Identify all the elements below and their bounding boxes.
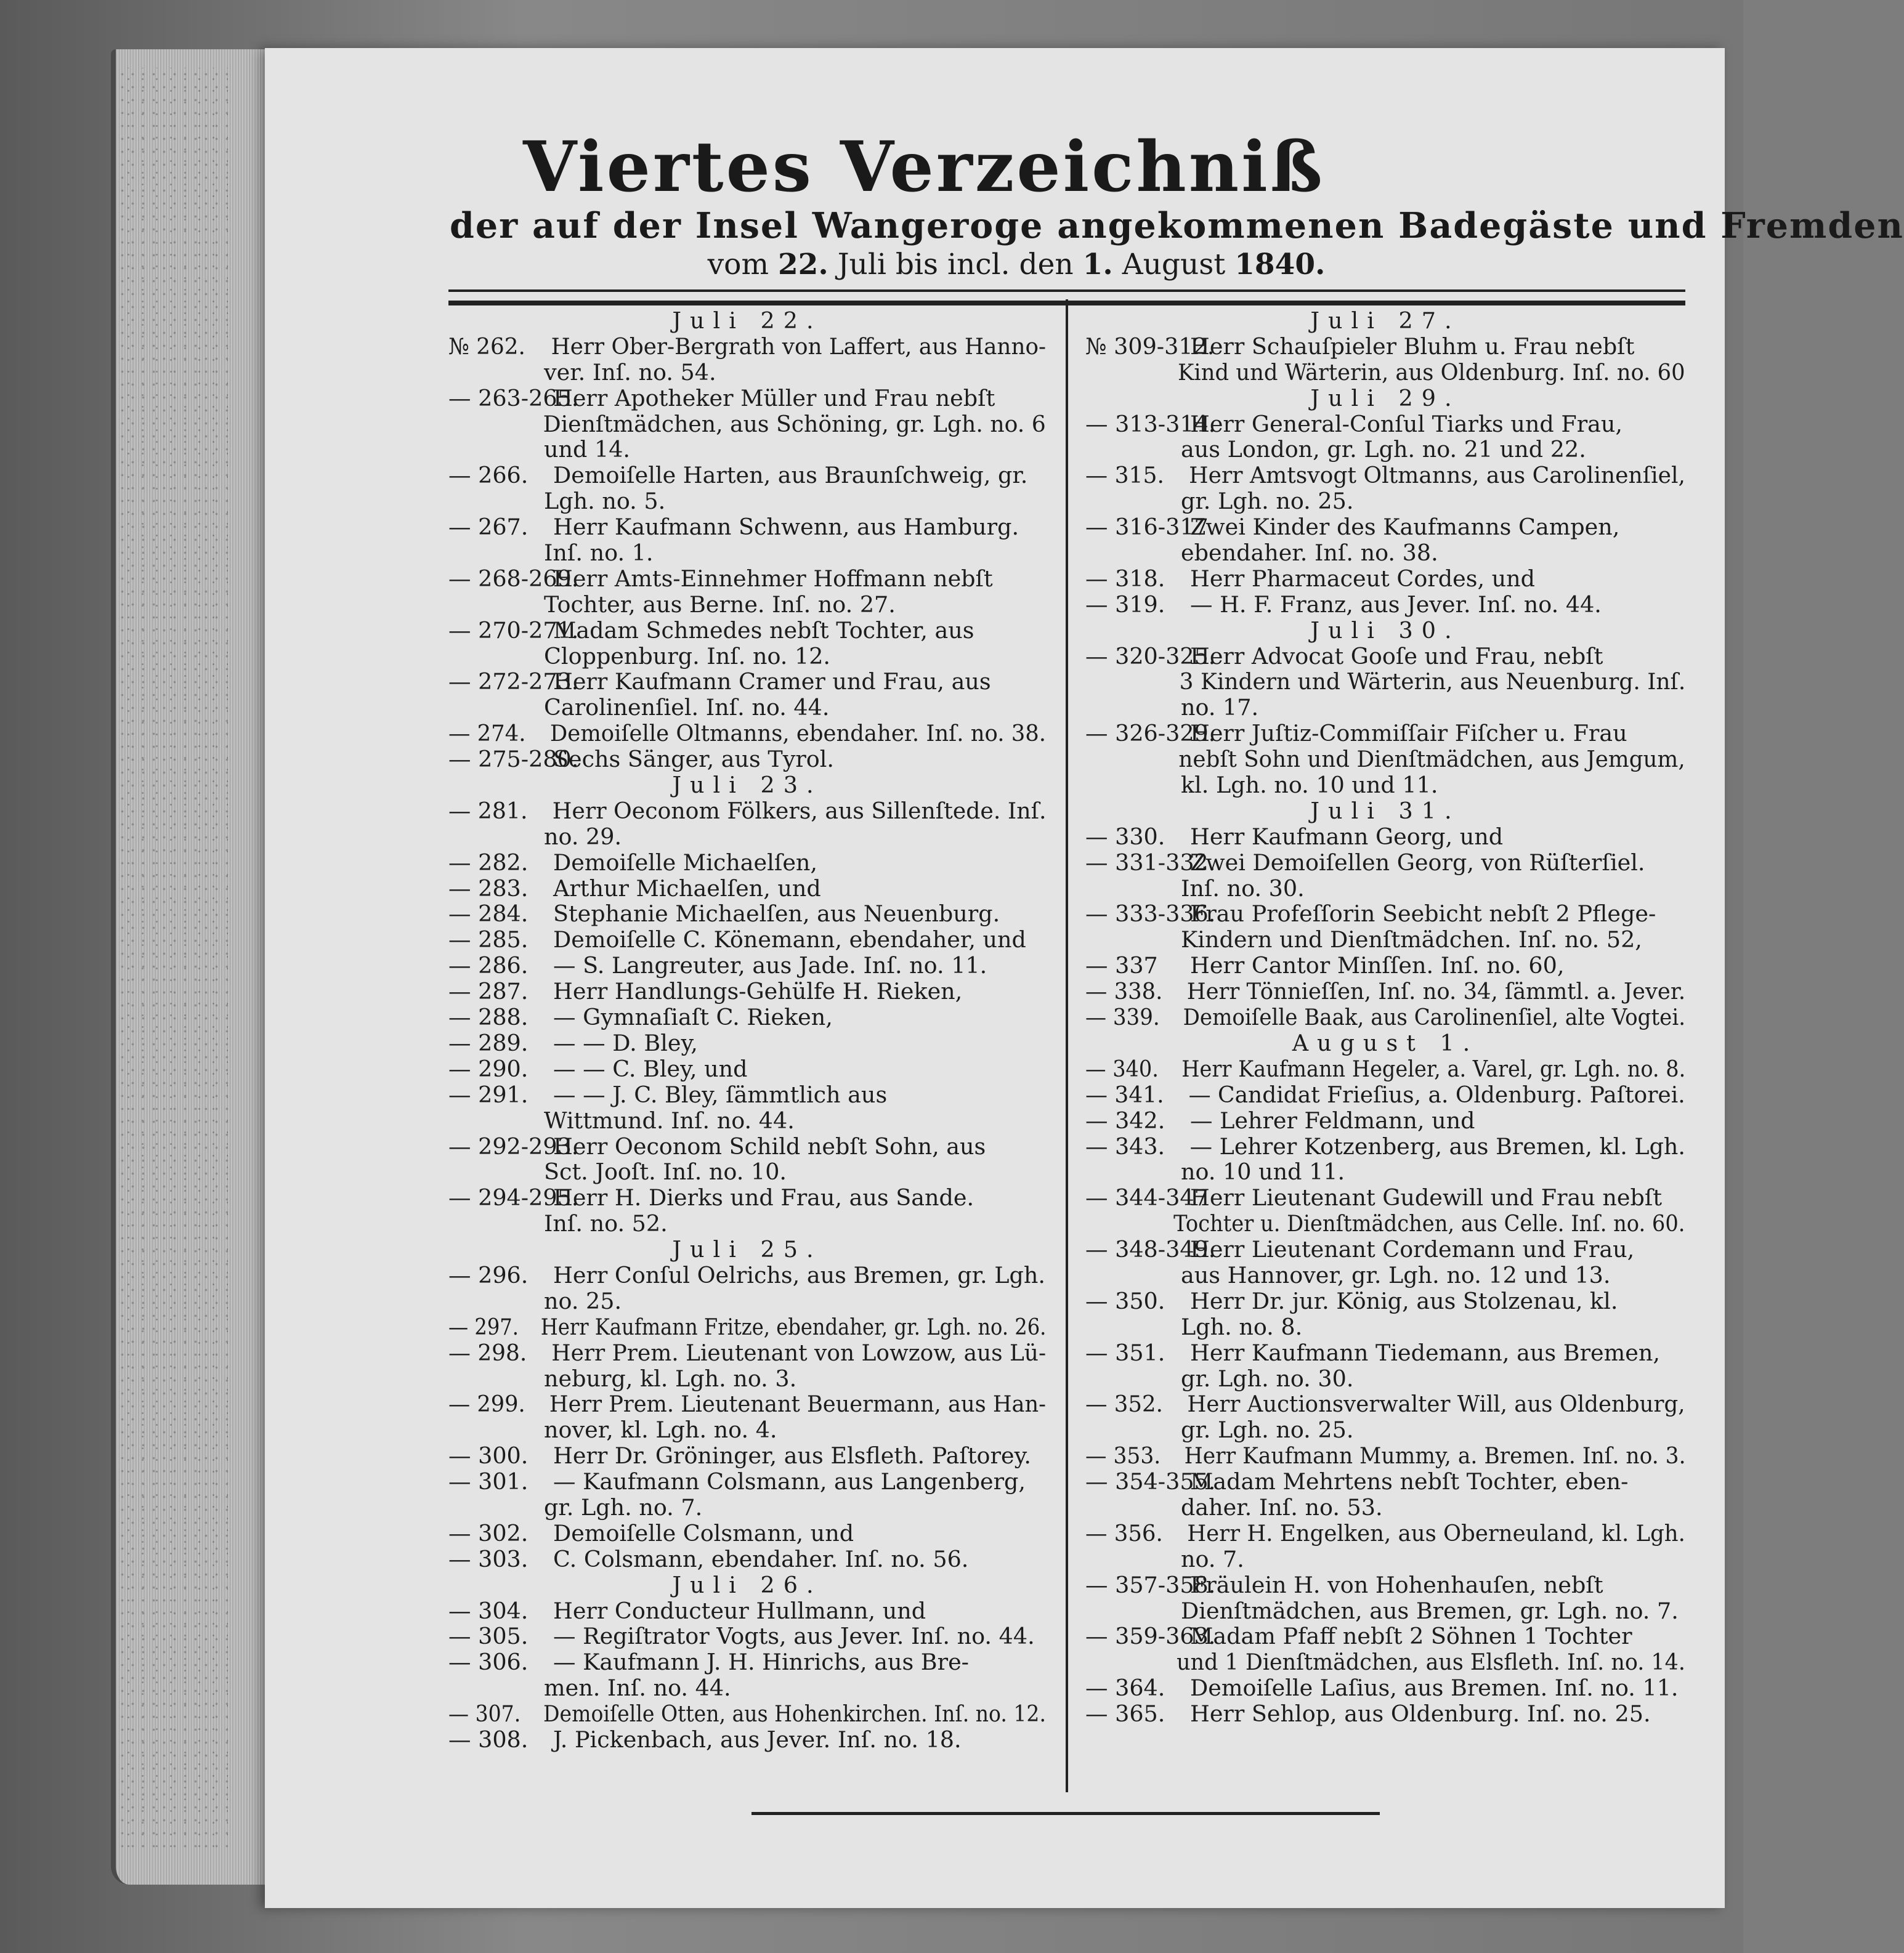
entry-text: Demoiſelle C. Könemann, ebendaher, und [553,926,1026,953]
entry-number: — 354-355. [1085,1468,1216,1495]
entry-number: — 302. [448,1519,529,1547]
list-item [1085,668,1686,695]
entry-text: — Kaufmann Colsmann, aus Langenberg, [553,1468,1026,1495]
entry-text: Herr Prem. Lieutenant Beuermann, aus Han- [549,1391,1047,1418]
page-edge-speckle [117,68,228,1854]
list-item [448,746,1046,772]
list-item [448,876,1046,902]
list-item [448,669,1046,695]
date-header: Juli 26. [672,1571,822,1598]
entry-text: — S. Langreuter, aus Jade. Inſ. no. 11. [553,952,987,979]
entry-text: — Regiſtrator Vogts, aus Jever. Inſ. no. 44. [553,1623,1035,1650]
list-item [1085,1108,1685,1134]
entry-text: Sct. Jooſt. Inſ. no. 10. [544,1158,787,1186]
list-item [448,1417,1046,1443]
entry-text: Herr Oeconom Schild nebſt Sohn, aus [553,1133,986,1160]
entry-text: Herr Kaufmann Fritze, ebendaher, gr. Lgh. no. 26. [540,1313,1047,1340]
entry-number: — 350. [1085,1287,1165,1314]
list-item [448,360,1046,386]
entry-number: — 294-295. [448,1184,579,1211]
date-header: Juli 30. [1310,617,1460,644]
list-item [448,1700,1046,1728]
entry-text: Dienſtmädchen, aus Bremen, gr. Lgh. no. 7. [1181,1597,1679,1624]
entry-number: — 286. [448,952,529,979]
entry-text: Demoiſelle Harten, aus Braunſchweig, gr. [553,462,1028,489]
entry-text: Kind und Wärterin, aus Oldenburg. Inſ. no. 60 [1178,358,1685,386]
entry-number: — 319. [1085,591,1165,618]
page-title: Viertes Verzeichniß [523,127,1325,208]
entry-text: Frau Profeſſorin Seebicht nebſt 2 Pflege- [1190,900,1656,928]
entry-text: — Kaufmann J. H. Hinrichs, aus Bre- [553,1649,970,1676]
list-item [448,618,1046,644]
entry-number: — 357-358. [1085,1571,1216,1598]
entry-text: — Lehrer Kotzenberg, aus Bremen, kl. Lgh. [1189,1133,1685,1160]
entry-number: — 268-269. [448,565,579,592]
entry-text: Inſ. no. 30. [1181,875,1305,902]
entry-number: — 300. [448,1442,529,1470]
list-item [1085,437,1685,463]
date-header: Juli 27. [1310,307,1460,334]
entry-text: aus London, gr. Lgh. no. 21 und 22. [1181,436,1586,463]
list-item [448,1030,1046,1056]
entry-text: Herr Lieutenant Cordemann und Frau, [1190,1236,1635,1263]
entry-text: Wittmund. Inſ. no. 44. [544,1107,795,1134]
entry-number: — 365. [1085,1700,1165,1728]
entry-text: Herr H. Engelken, aus Oberneuland, kl. Lgh. [1187,1519,1685,1547]
date-header: Juli 25. [672,1236,822,1263]
entry-number: — 341. [1085,1081,1164,1108]
entry-text: — — D. Bley, [553,1029,698,1056]
entry-number: — 342. [1085,1107,1165,1134]
list-item [1085,1081,1685,1108]
entry-text: Herr Advocat Gooſe und Frau, nebſt [1190,642,1603,669]
list-item [448,1366,1046,1392]
entry-number: — 315. [1085,462,1164,489]
entry-text: Madam Pfaff nebſt 2 Söhnen 1 Tochter [1190,1623,1632,1650]
entry-number: — 267. [448,514,529,541]
list-item [1085,1210,1685,1237]
list-item [448,1391,1047,1418]
bottom-rule [751,1812,1380,1815]
entry-number: — 331-332. [1085,849,1216,876]
entry-text: — — J. C. Bley, ſämmtlich aus [553,1081,888,1108]
entry-text: — Candidat Frieſius, a. Oldenburg. Paſtorei. [1188,1081,1685,1108]
list-item [448,410,1046,437]
entry-number: — 270-271. [448,617,579,644]
list-item [1085,1134,1684,1160]
list-item [1085,462,1686,489]
entry-text: gr. Lgh. no. 30. [1181,1365,1354,1392]
date-range [678,246,1355,283]
date-end-month: August [1122,248,1226,281]
entry-text: Herr Juſtiz-Commiſſair Fiſcher u. Frau [1190,720,1627,747]
list-item [1085,1340,1685,1366]
list-item [1085,1055,1686,1082]
entry-number: — 290. [448,1055,529,1082]
list-item [448,514,1046,540]
entry-text: Herr H. Dierks und Frau, aus Sande. [553,1184,974,1211]
entry-text: nebſt Sohn und Dienſtmädchen, aus Jemgum, [1178,746,1685,773]
entry-number: — 301. [448,1468,529,1495]
list-item [1085,1675,1685,1701]
entry-number: — 304. [448,1597,529,1624]
list-item [1085,1185,1685,1211]
entry-number: — 297. [448,1313,519,1340]
entry-text: 3 Kindern und Wärterin, aus Neuenburg. Inſ. [1179,668,1686,695]
list-item [448,797,1047,824]
list-item [448,695,1046,721]
entry-number: — 299. [448,1391,525,1418]
date-header: Juli 29. [1310,384,1460,411]
entry-number: — 316-317. [1085,514,1216,541]
entry-number: — 296. [448,1261,529,1288]
date-header: Juli 23. [672,772,822,799]
entry-number: — 364. [1085,1675,1165,1702]
entry-text: Herr General-Conſul Tiarks und Frau, [1190,410,1623,437]
entry-text: — Lehrer Feldmann, und [1190,1107,1475,1134]
entry-number: — 303. [448,1545,529,1572]
entry-number: — 292-293. [448,1133,579,1160]
list-item [1085,978,1686,1005]
entry-number: — 333-336. [1085,900,1216,928]
entry-text: Herr Kaufmann Mummy, a. Bremen. Inſ. no. 3. [1184,1442,1686,1470]
list-item [1085,1469,1685,1495]
list-item [1085,746,1685,773]
date-year: 1840. [1234,248,1326,281]
list-item [1085,876,1685,902]
right-column [1085,308,1685,1727]
list-item [448,1339,1047,1366]
entry-text: nover, kl. Lgh. no. 4. [544,1417,777,1444]
entry-text: Fräulein H. von Hohenhauſen, nebſt [1190,1571,1603,1598]
list-item [448,1108,1046,1134]
entry-text: no. 7. [1181,1545,1244,1572]
list-item [448,979,1046,1005]
list-item [1085,1547,1685,1572]
entry-number: — 284. [448,900,529,928]
entry-text: Arthur Michaelſen, und [553,875,821,902]
list-item [448,1598,1046,1624]
list-item [448,333,1047,360]
list-item [448,901,1046,927]
list-item [1085,411,1685,437]
entry-text: Herr Kaufmann Georg, und [1190,823,1504,850]
entry-text: J. Pickenbach, aus Jever. Inſ. no. 18. [553,1726,962,1753]
entry-number: — 356. [1085,1519,1163,1547]
entry-text: — H. F. Franz, aus Jever. Inſ. no. 44. [1190,591,1602,618]
list-item [448,1263,1046,1288]
entry-text: gr. Lgh. no. 25. [1181,1417,1354,1444]
list-item [448,386,1046,411]
list-item [448,1443,1046,1469]
entry-text: Herr Lieutenant Gudewill und Frau nebſt [1190,1184,1663,1211]
list-item [1085,1417,1685,1443]
list-item [448,1211,1046,1237]
entry-number: — 306. [448,1649,529,1676]
entry-text: Dienſtmädchen, aus Schöning, gr. Lgh. no. 6 [543,410,1046,437]
entry-text: Inſ. no. 1. [544,540,654,567]
entry-text: — — C. Bley, und [553,1055,748,1082]
list-item [448,720,1047,747]
list-item [1085,850,1685,876]
entry-text: Herr Kaufmann Cramer und Frau, aus [553,668,991,695]
entry-text: daher. Inſ. no. 53. [1181,1494,1383,1521]
entry-number: — 343. [1085,1133,1165,1160]
entry-text: Herr Schauſpieler Bluhm u. Frau nebſt [1190,333,1635,360]
list-item [448,566,1046,592]
list-item [1085,1366,1685,1392]
entry-text: Herr Tönnieſſen, Inſ. no. 34, ſämmtl. a. Jever. [1186,978,1686,1005]
entry-text: no. 29. [544,823,622,850]
date-prefix: vom [707,248,769,281]
entry-number: — 320-325. [1085,642,1216,669]
list-item [448,463,1046,488]
list-item [1085,1519,1685,1547]
entry-text: no. 17. [1181,694,1259,721]
entry-text: Cloppenburg. Inſ. no. 12. [544,642,831,669]
entry-text: Demoiſelle Otten, aus Hohenkirchen. Inſ. no. 12. [543,1700,1046,1728]
list-item [1085,358,1685,386]
entry-text: Stephanie Michaelſen, aus Neuenburg. [553,900,1000,928]
entry-text: Herr Conſul Oelrichs, aus Bremen, gr. Lgh. [553,1261,1045,1288]
list-item [448,1185,1046,1211]
entry-number: — 281. [448,797,528,824]
entry-number: — 305. [448,1623,529,1650]
entry-text: Herr Conducteur Hullmann, und [553,1597,926,1624]
entry-number: — 288. [448,1004,529,1031]
entry-text: Sechs Sänger, aus Tyrol. [553,746,835,773]
entry-text: ver. Inſ. no. 54. [544,358,716,386]
entry-number: — 307. [448,1700,521,1728]
list-item [1085,514,1685,540]
entry-text: Herr Ober-Bergrath von Laffert, aus Hanno- [551,333,1047,360]
entry-text: Herr Sehlop, aus Oldenburg. Inſ. no. 25. [1190,1700,1651,1728]
list-item [448,488,1046,514]
list-item [1085,592,1685,618]
list-item [1085,1442,1686,1470]
list-item [448,1521,1046,1547]
list-item [448,1313,1047,1340]
list-item [1085,695,1685,721]
entry-text: Herr Dr. jur. König, aus Stolzenau, kl. [1190,1287,1618,1314]
entry-text: Tochter u. Dienſtmädchen, aus Celle. Inſ. no. 60. [1173,1210,1685,1237]
entry-text: Herr Kaufmann Hegeler, a. Varel, gr. Lgh. no. 8. [1181,1055,1686,1082]
list-item [1085,540,1685,566]
list-item [448,1469,1046,1495]
date-header: Juli 22. [672,307,822,334]
page-subtitle: der auf der Insel Wangeroge angekommenen Badegäste und Fremden [450,205,1904,246]
entry-text: Demoiſelle Michaelſen, [553,849,818,876]
entry-number: — 289. [448,1029,529,1056]
list-item [1085,334,1685,360]
entry-number: — 298. [448,1339,527,1366]
entry-text: Herr Kaufmann Tiedemann, aus Bremen, [1190,1339,1660,1366]
list-item [1085,953,1685,979]
entry-number: — 352. [1085,1391,1163,1418]
entry-number: — 351. [1085,1339,1165,1366]
entry-text: Demoiſelle Baak, aus Carolinenſiel, alte Vogtei. [1183,1004,1686,1031]
entry-text: Demoiſelle Laſius, aus Bremen. Inſ. no. 11. [1190,1675,1679,1702]
list-item [448,824,1046,850]
list-item [448,1288,1046,1314]
list-item [448,1056,1046,1082]
entry-number: — 291. [448,1081,529,1108]
list-item [1085,1495,1685,1521]
list-item [1085,772,1685,798]
entry-text: Herr Apotheker Müller und Frau nebſt [553,384,995,411]
entry-number: — 326-329. [1085,720,1216,747]
left-column [448,308,1046,1753]
date-start-day: 22. [777,248,828,281]
list-item [448,1675,1046,1701]
list-item [1085,566,1685,592]
entry-number: — 275-280. [448,746,579,773]
list-item [1085,1391,1685,1418]
list-item [1085,927,1685,953]
list-item [1085,1159,1685,1185]
entry-text: Herr Amts-Einnehmer Hoffmann nebſt [553,565,993,592]
entry-text: Zwei Kinder des Kaufmanns Campen, [1190,514,1620,541]
entry-text: gr. Lgh. no. 25. [1181,488,1354,515]
entry-text: Herr Handlungs-Gehülfe H. Rieken, [553,978,963,1005]
entry-number: — 318. [1085,565,1165,592]
list-item [448,1623,1046,1649]
list-item [448,850,1046,876]
entry-number: — 338. [1085,978,1163,1005]
entry-number: — 287. [448,978,529,1005]
entry-number: — 348-349. [1085,1236,1216,1263]
entry-text: Zwei Demoiſellen Georg, von Rüſterſiel. [1190,849,1645,876]
entry-text: aus Hannover, gr. Lgh. no. 12 und 13. [1181,1261,1611,1288]
entry-number: — 285. [448,926,529,953]
date-middle: Juli bis incl. den [837,248,1074,281]
entry-text: Demoiſelle Oltmanns, ebendaher. Inſ. no. 38. [549,720,1047,747]
entry-text: neburg, kl. Lgh. no. 3. [544,1365,797,1392]
list-item [448,540,1046,566]
list-item [1085,901,1685,927]
entry-number: — 353. [1085,1442,1161,1470]
list-item [448,1082,1046,1108]
entry-number: № 309-312. [1085,333,1215,360]
entry-text: und 1 Dienſtmädchen, aus Elsfleth. Inſ. no. 14. [1177,1649,1685,1676]
entry-text: gr. Lgh. no. 7. [544,1494,703,1521]
list-item [448,437,1046,463]
entry-text: Herr Auctionsverwalter Will, aus Oldenburg, [1187,1391,1685,1418]
entry-text: Herr Dr. Gröninger, aus Elsfleth. Paſtorey. [553,1442,1031,1470]
list-item [1085,1288,1685,1314]
list-item [1085,1004,1686,1031]
entry-text: no. 25. [544,1287,622,1314]
entry-text: kl. Lgh. no. 10 und 11. [1181,772,1438,799]
entry-number: — 330. [1085,823,1165,850]
entry-text: Tochter, aus Berne. Inſ. no. 27. [544,591,896,618]
entry-text: Herr Amtsvogt Oltmanns, aus Carolinenſiel, [1189,462,1686,489]
entry-text: Madam Mehrtens nebſt Tochter, eben- [1190,1468,1629,1495]
list-item [1085,1701,1685,1727]
entry-text: ebendaher. Inſ. no. 38. [1181,540,1438,567]
list-item [1085,1649,1685,1676]
entry-text: no. 10 und 11. [1181,1158,1345,1186]
entry-number: — 283. [448,875,529,902]
entry-text: Herr Oeconom Fölkers, aus Sillenſtede. Inſ. [552,797,1047,824]
list-item [1085,1598,1685,1624]
entry-number: — 263-265. [448,384,579,411]
entry-text: Herr Pharmaceut Cordes, und [1190,565,1536,592]
column-divider [1066,299,1068,1792]
entry-text: Kindern und Dienſtmädchen. Inſ. no. 52, [1181,926,1642,953]
entry-text: Lgh. no. 8. [1181,1313,1303,1340]
entry-text: Herr Kaufmann Schwenn, aus Hamburg. [553,514,1019,541]
list-item [1085,824,1685,850]
entry-text: — Gymnaſiaſt C. Rieken, [553,1004,833,1031]
list-item [1085,1314,1685,1340]
entry-text: und 14. [544,436,631,463]
list-item [448,1727,1046,1753]
list-item [1085,644,1685,669]
list-item [1085,488,1685,514]
list-item [1085,1572,1685,1598]
entry-text: Herr Cantor Minſſen. Inſ. no. 60, [1190,952,1565,979]
entry-number: № 262. [448,333,525,360]
entry-number: — 272-273. [448,668,579,695]
entry-text: Lgh. no. 5. [544,488,666,515]
list-item [448,1495,1046,1521]
entry-number: — 337 [1085,952,1158,979]
list-item [448,1547,1046,1572]
list-item [448,1649,1046,1675]
entry-number: — 359-363. [1085,1623,1216,1650]
list-item [1085,1263,1685,1288]
entry-text: Herr Prem. Lieutenant von Lowzow, aus Lü- [551,1339,1047,1366]
entry-number: — 308. [448,1726,529,1753]
list-item [448,953,1046,979]
entry-number: — 266. [448,462,529,489]
entry-text: C. Colsmann, ebendaher. Inſ. no. 56. [553,1545,969,1572]
date-header: Juli 31. [1310,797,1460,824]
list-item [1085,1237,1685,1263]
list-item [448,1159,1046,1185]
entry-number: — 340. [1085,1055,1159,1082]
entry-text: Inſ. no. 52. [544,1210,668,1237]
entry-number: — 313-314. [1085,410,1216,437]
entry-text: Madam Schmedes nebſt Tochter, aus [553,617,974,644]
list-item [1085,1623,1685,1649]
date-end-day: 1. [1082,248,1113,281]
list-item [448,592,1046,618]
date-header: August 1. [1292,1029,1479,1056]
entry-number: — 282. [448,849,529,876]
entry-number: — 344-347 [1085,1184,1209,1211]
entry-number: — 274. [448,720,526,747]
list-item [448,644,1046,669]
list-item [448,1005,1046,1030]
entry-text: men. Inſ. no. 44. [544,1675,731,1702]
entry-number: — 339. [1085,1004,1160,1031]
entry-text: Carolinenſiel. Inſ. no. 44. [544,694,830,721]
list-item [448,1134,1046,1160]
entry-text: Demoiſelle Colsmann, und [553,1519,854,1547]
list-item [448,927,1046,953]
list-item [1085,721,1685,746]
